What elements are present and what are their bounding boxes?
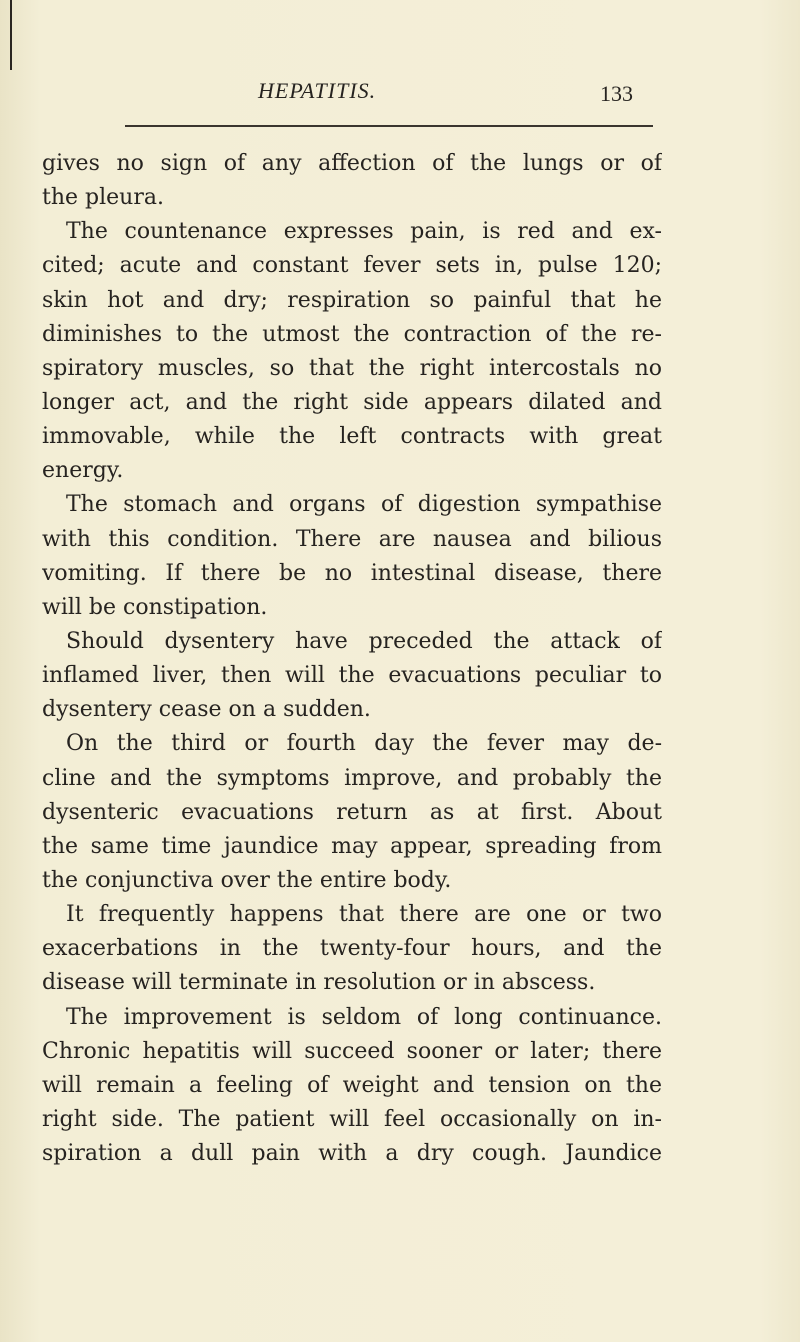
text-line: spiration a dull pain with a dry cough. Jaundice (42, 1141, 662, 1167)
body-text (42, 147, 662, 1171)
text-line: vomiting. If there be no intestinal disease, there (42, 560, 662, 586)
text-line: The improvement is seldom of long continuance. (66, 1004, 662, 1030)
text-line: diminishes to the utmost the contraction of the re- (42, 321, 662, 347)
text-line: cited; acute and constant fever sets in, pulse 120; (42, 253, 662, 279)
text-line: the same time jaundice may appear, spreading from (42, 833, 662, 859)
text-line: disease will terminate in resolution or in abscess. (42, 970, 596, 996)
text-line: right side. The patient will feel occasionally on in- (42, 1106, 662, 1132)
text-line: immovable, while the left contracts with great (42, 424, 662, 450)
text-line: spiratory muscles, so that the right intercostals no (42, 355, 662, 381)
text-line: exacerbations in the twenty-four hours, and the (42, 936, 662, 962)
text-line: will remain a feeling of weight and tension on the (42, 1072, 662, 1098)
page-number: 133 (600, 81, 633, 106)
text-line: On the third or fourth day the fever may de- (66, 731, 662, 757)
page-header (258, 78, 658, 114)
text-line: the conjunctiva over the entire body. (42, 867, 452, 893)
text-line: dysentery cease on a sudden. (42, 697, 371, 723)
binding-edge (0, 0, 12, 70)
running-head: HEPATITIS. (258, 78, 377, 103)
text-line: cline and the symptoms improve, and probably the (42, 765, 662, 791)
text-line: It frequently happens that there are one or two (66, 902, 662, 928)
text-line: the pleura. (42, 185, 164, 211)
text-line: longer act, and the right side appears dilated and (42, 389, 662, 415)
text-line: inflamed liver, then will the evacuations peculiar to (42, 663, 662, 689)
text-line: The stomach and organs of digestion sympathise (66, 492, 662, 518)
text-line: dysenteric evacuations return as at first. About (42, 799, 662, 825)
text-line: gives no sign of any affection of the lungs or of (42, 151, 662, 176)
text-line: skin hot and dry; respiration so painful that he (42, 287, 662, 313)
text-line: with this condition. There are nausea and bilious (42, 526, 662, 552)
text-line: will be constipation. (42, 594, 268, 620)
text-line: energy. (42, 458, 124, 484)
text-line: Should dysentery have preceded the attack of (66, 628, 662, 654)
header-rule (125, 125, 653, 127)
text-line: The countenance expresses pain, is red and ex- (66, 219, 662, 245)
text-line: Chronic hepatitis will succeed sooner or later; there (42, 1038, 662, 1064)
